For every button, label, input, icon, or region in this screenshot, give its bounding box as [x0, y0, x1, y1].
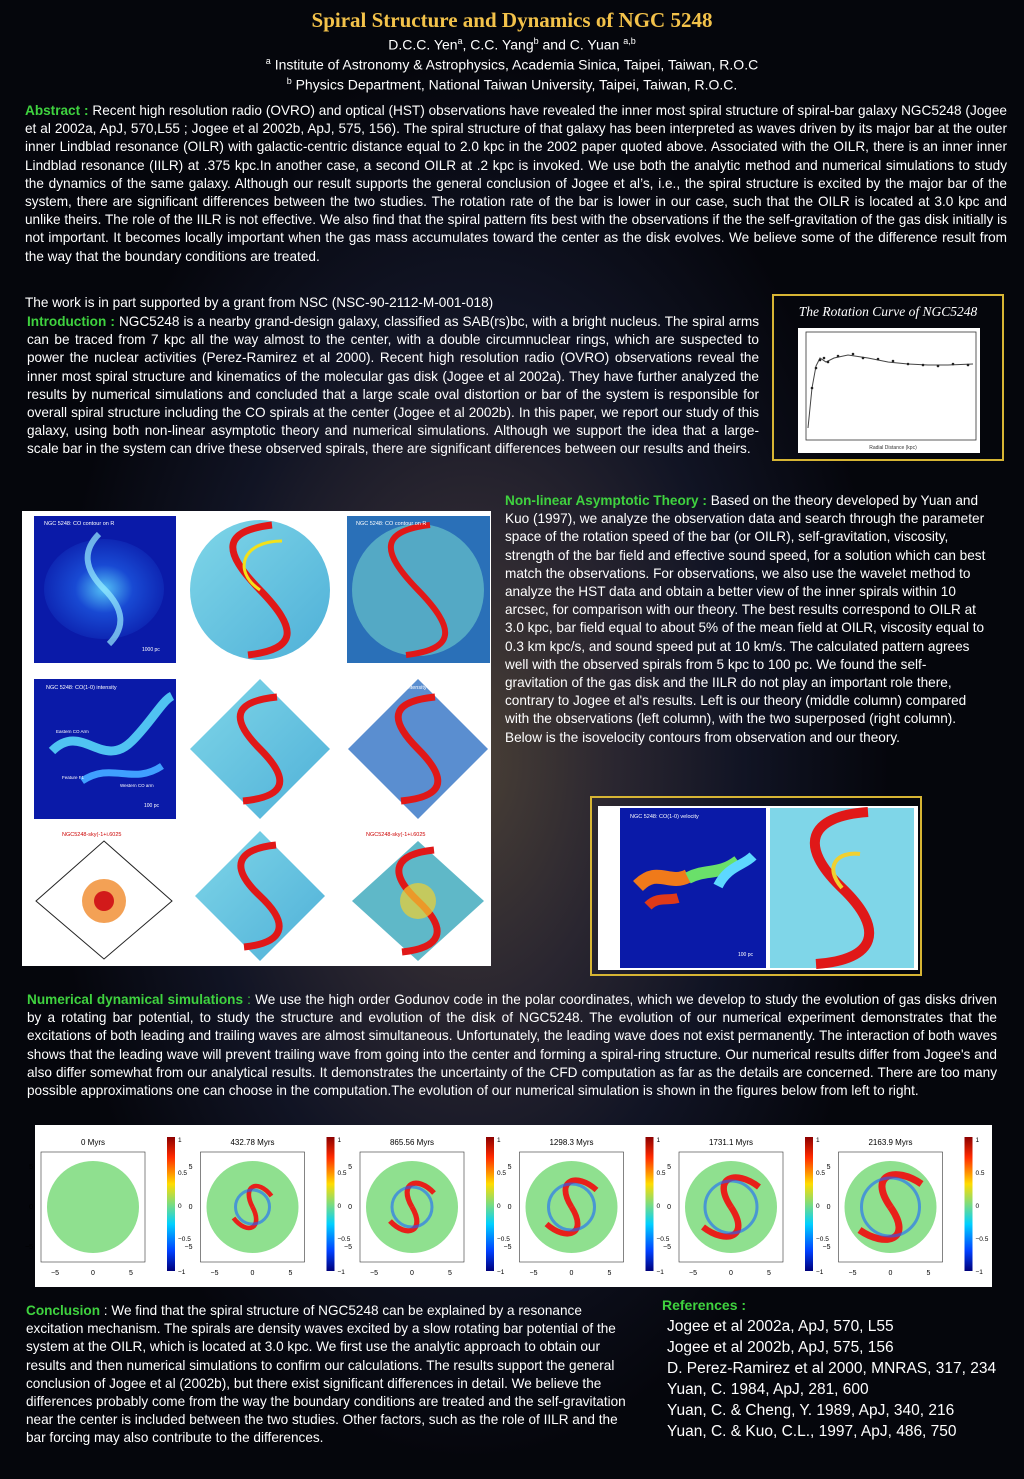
rotation-curve-point: [967, 364, 970, 367]
scale-label-r2: 100 pc: [144, 803, 160, 809]
rotation-curve-point: [811, 387, 814, 390]
rotation-curve-point: [877, 358, 880, 361]
sim-ytick: 5: [348, 1164, 352, 1171]
fig-label-r2c1: NGC 5248: CO(1-0) intensity: [46, 685, 117, 691]
sim-colorbar-tick: 0: [178, 1203, 182, 1210]
sim-xtick: 0: [888, 1270, 893, 1277]
sim-ytick: 5: [507, 1164, 512, 1171]
sim-ytick: −5: [184, 1244, 193, 1251]
reference-item: Yuan, C. & Cheng, Y. 1989, ApJ, 340, 216: [667, 1402, 955, 1419]
sim-colorbar-tick: −1: [656, 1269, 664, 1276]
sim-ytick: −5: [503, 1244, 512, 1251]
references-heading: References :: [662, 1297, 747, 1313]
sim-xtick: 5: [448, 1270, 452, 1277]
sim-time-label: 432.78 Myrs: [230, 1138, 275, 1147]
sim-ytick: 0: [667, 1204, 671, 1211]
sim-ytick: −5: [344, 1244, 352, 1251]
conclusion: Conclusion : We find that the spiral structure of NGC5248 can be explained by a resonance excitation mechanism. The spirals are density waves excited by a slow rotating bar potential of the system at the OILR, which is located at 3.0 kpc. We first use the analytic approach to obtain our results and then numerical simulations to confirm our calculations. The results support the general conclusion of Jogee et al (2002b), but there exist significant differences in detail. We believe the differences probably come from the way the boundary conditions are treated and the self-gravitation near the center is included between the two studies. Other factors, such as the role of IILR and the bar forcing may also contribute to the differences.: [26, 1303, 626, 1446]
rotation-curve-plot: [798, 328, 980, 453]
sim-colorbar-tick: −1: [337, 1269, 345, 1276]
fig-label-r1c3: NGC 5248: CO contour on R: [356, 521, 427, 527]
rotation-curve-point: [937, 365, 940, 368]
sim-ytick: 0: [29, 1204, 33, 1211]
sim-colorbar-tick: 0.5: [178, 1170, 188, 1177]
abstract: Abstract : Recent high resolution radio (OVRO) and optical (HST) observations have revealed the inner most spiral structure of spiral-bar galaxy NGC5248 (Jogee et al 2002a, ApJ, 570,L55 ; Jogee et al 2002b, ApJ, 575, 156). The spiral structure of that galaxy has been interpreted as waves driven by its major bar at the outer inner Lindblad resonance (OILR) with galactic-centric distance equal to 2.0 kpc in the 2002 paper quoted above. Associated with the OILR, there is an inner inner Lindblad resonance (IILR) at .375 kpc.In another case, a second OILR at .2 kpc is invoked. We use both the analytic method and numerical simulations to study the dynamics of the same galaxy. Although our result supports the general conclusion of Jogee et al’s, i.e., the spiral structure is excited by the major bar of the system, there are significant differences between the two studies. The rotation rate of the bar is lower in our case, such that the OILR is located at 3.0 kpc and unlike theirs. The role of the IILR is not effective. We also find that the spiral pattern fits best with the observations if the the self-gravitation of the gas disk initially is not important. It becomes locally important when the gas mass accumulates toward the center as the disk evolves. We believe some of the difference result from the way that the boundary conditions are treated.: [25, 103, 1007, 264]
sim-xtick: −5: [529, 1270, 538, 1277]
sim-xtick: −5: [51, 1270, 59, 1277]
sim-colorbar: [486, 1137, 494, 1271]
sim-colorbar: [965, 1137, 973, 1271]
sim-ytick: 0: [348, 1204, 352, 1211]
sim-colorbar-tick: 1: [337, 1137, 342, 1144]
sim-colorbar-tick: 1: [497, 1137, 501, 1144]
nonlinear-theory: Non-linear Asymptotic Theory : Based on the theory developed by Yuan and Kuo (1997), we analyze the observation data and search through the parameter space of the rotation speed of the bar (or OILR), self-gravitation, viscosity, strength of the bar field and effective sound speed, for a solution which can best match the observations. For observations, we also use the wavelet method to analyze the HST data and obtain a better view of the inner spirals within 10 arcsec, for comparison with our theory. The best results correspond to OILR at 3.0 kpc, bar field equal to about 5% of the mean field at OILR, viscosity equal to 0.3 km kpc/s, and sound speed put at 10 km/s. The calculated pattern agrees well with the observed spirals from 5 kpc to 100 pc. We found the self-gravitation of the gas disk and the IILR do not play an important role there, contrary to Jogee et al's results. Left is our theory (middle column) compared with the observations (left column), with the two superposed (right column). Below is the isovelocity contours from observation and our theory.: [505, 493, 986, 745]
sim-xtick: 5: [767, 1270, 771, 1277]
sim-colorbar-tick: −0.5: [337, 1236, 351, 1243]
sim-time-label: 1298.3 Myrs: [549, 1138, 594, 1147]
sim-ytick: 5: [188, 1164, 193, 1171]
fig-label-r3c3: NGC5248-sky(-1+i.6025: [366, 832, 426, 838]
sim-colorbar: [646, 1137, 654, 1271]
sim-colorbar: [805, 1137, 813, 1271]
sim-disk: [47, 1161, 139, 1253]
western-arm-label: Western CO arm: [120, 783, 154, 788]
scale-label-r1: 1000 pc: [142, 647, 160, 653]
sim-time-label: 865.56 Myrs: [389, 1138, 435, 1147]
rotation-curve-point: [819, 359, 822, 362]
velocity-plot: [598, 806, 918, 970]
sim-xtick: 5: [129, 1270, 133, 1277]
rotation-curve-point: [952, 363, 955, 366]
sim-colorbar-tick: 0: [497, 1203, 501, 1210]
sim-colorbar-tick: −1: [816, 1269, 824, 1276]
reference-item: Yuan, C. & Kuo, C.L., 1997, ApJ, 486, 750: [667, 1423, 957, 1440]
sim-panel: [344, 1137, 510, 1277]
sim-panel: [504, 1137, 670, 1277]
sim-ytick: 5: [667, 1164, 671, 1171]
sim-panel: [823, 1137, 989, 1277]
sim-ytick: 0: [507, 1204, 512, 1211]
sim-colorbar-tick: −0.5: [178, 1236, 191, 1243]
rotation-curve-xlabel: Radial Distance (kpc): [869, 445, 917, 451]
rotation-curve-point: [823, 357, 826, 360]
references: [662, 1297, 1007, 1442]
sim-ytick: −5: [663, 1244, 671, 1251]
simulation-strip: [25, 1125, 992, 1287]
sim-xtick: 0: [410, 1270, 414, 1277]
fig-label-r3c1: NGC5248-sky(-1+i.6025: [62, 832, 122, 838]
rotation-curve-frame: [772, 294, 1004, 461]
rotation-curve-point: [907, 363, 910, 366]
velocity-svg: [598, 806, 918, 970]
sim-colorbar-tick: 0.5: [816, 1170, 826, 1177]
rotation-curve-point: [862, 357, 865, 360]
velocity-label: NGC 5248: CO(1-0) velocity: [630, 814, 699, 820]
sim-colorbar: [167, 1137, 175, 1271]
rotation-curve-point: [922, 364, 925, 367]
sim-time-label: 1731.1 Myrs: [708, 1138, 754, 1147]
sim-colorbar-tick: −0.5: [975, 1236, 989, 1243]
sim-colorbar-tick: 0.5: [337, 1170, 347, 1177]
rotation-curve-point: [892, 360, 895, 363]
sim-colorbar: [327, 1137, 335, 1271]
sim-colorbar-tick: 1: [178, 1137, 182, 1144]
rotation-curve-point: [837, 355, 840, 358]
sim-ytick: 5: [826, 1164, 831, 1171]
rotation-curve-point: [827, 361, 830, 364]
sim-panel: [185, 1137, 351, 1277]
authors: D.C.C. Yen$^a$, C.C. Yang$^b$ and C. Yuan $^{a,b}$: [388, 36, 636, 53]
sim-colorbar-tick: 0.5: [656, 1170, 666, 1177]
sim-ytick: −5: [822, 1244, 831, 1251]
sim-panel: [25, 1137, 191, 1277]
sim-xtick: 5: [607, 1270, 612, 1277]
sim-xtick: 5: [288, 1270, 293, 1277]
fig-label-r2c3: NGC 5248: CO(1-0) intensity: [356, 685, 427, 691]
sim-xtick: −5: [848, 1270, 857, 1277]
references-list: [662, 1316, 1007, 1442]
sim-colorbar-tick: −1: [178, 1269, 186, 1276]
sim-colorbar-tick: 1: [975, 1137, 980, 1144]
sim-time-label: 0 Myrs: [81, 1138, 105, 1147]
sim-colorbar-tick: 1: [816, 1137, 820, 1144]
reference-item: Jogee et al 2002b, ApJ, 575, 156: [667, 1339, 894, 1356]
figure-grid-svg: [22, 511, 491, 966]
sim-colorbar-tick: −1: [497, 1269, 505, 1276]
sim-panel: [663, 1137, 829, 1277]
sim-colorbar-tick: −1: [975, 1269, 983, 1276]
rotation-curve-caption: The Rotation Curve of NGC5248: [798, 304, 978, 319]
affiliation-a: $^a$ Institute of Astronomy & Astrophysics, Academia Sinica, Taipei, Taiwan, R.O.C: [265, 56, 759, 73]
sim-ytick: 5: [29, 1164, 33, 1171]
sim-colorbar-tick: 1: [656, 1137, 661, 1144]
velocity-frame: [590, 796, 922, 976]
sim-xtick: −5: [210, 1270, 219, 1277]
fig-label-r1c1: NGC 5248: CO contour on R: [44, 521, 115, 527]
sim-colorbar-tick: −0.5: [656, 1236, 670, 1243]
sim-xtick: 0: [569, 1270, 574, 1277]
sim-xtick: 5: [926, 1270, 931, 1277]
simulation-svg: [25, 1125, 992, 1287]
rotation-curve-svg: [798, 328, 980, 453]
feature-label: Feature F1: [62, 775, 85, 780]
reference-item: Jogee et al 2002a, ApJ, 570, L55: [667, 1318, 894, 1335]
sim-xtick: 0: [729, 1270, 733, 1277]
reference-item: D. Perez-Ramirez et al 2000, MNRAS, 317, 234: [667, 1360, 997, 1377]
sim-xtick: 0: [91, 1270, 95, 1277]
sim-colorbar-tick: 0: [337, 1203, 342, 1210]
numerical-simulations: Numerical dynamical simulations : We use the high order Godunov code in the polar coordinates, which we develop to study the evolution of gas disks driven by a rotating bar potential, to study the structure and evolution of the disk of NGC5248. The evolution of our numerical experiment demonstrates that the excitations of both leading and trailing waves are almost simultaneous. Unfortunately, the leading wave does not exist permanently. The interaction of both waves shows that the leading wave will prevent trailing wave from going into the center and forming a spiral-ring structure. Our numerical results differ from Jogee's and also differ somewhat from our analytical results. It demonstrates the uncertainty of the CFD computation as far as the details are concerned. There are too many possible approximations one can choose in the computation.The evolution of our numerical simulation is shown in the figures below from left to right.: [27, 992, 997, 1099]
grant-note: The work is in part supported by a grant from NSC (NSC-90-2112-M-001-018): [25, 295, 494, 310]
eastern-arm-label: Eastern CO Arm: [56, 729, 89, 734]
sim-colorbar-tick: 0: [975, 1203, 980, 1210]
sim-ytick: 0: [826, 1204, 831, 1211]
sim-xtick: 0: [250, 1270, 255, 1277]
sim-colorbar-tick: −0.5: [497, 1236, 510, 1243]
sim-xtick: −5: [689, 1270, 697, 1277]
sim-ytick: −5: [25, 1244, 33, 1251]
sim-colorbar-tick: 0.5: [975, 1170, 985, 1177]
sim-time-label: 2163.9 Myrs: [868, 1138, 913, 1147]
sim-ytick: 0: [188, 1204, 193, 1211]
introduction: Introduction : NGC5248 is a nearby grand-design galaxy, classified as SAB(rs)bc, with a bright nucleus. The spiral arms can be traced from 7 kpc all the way almost to the center, with a double circumnuclear rings, which are suspected to power the nuclear activities (Perez-Ramirez et al 2000). Recent high resolution radio (OVRO) observations reveal the inner most spiral structure and kinematics of the molecular gas disk (Jogee et al 2002a). They have further analyzed the results by numerical simulations and concluded that a large scale oval distortion or bar of the system is responsible for overall spiral structure including the CO spirals at the center (Jogee et al 2002b). In this paper, we report our study of this galaxy, using both non-linear asymptotic theory and numerical simulations. Although we support the idea that a large-scale bar in the system can drive these observed spirals, there are significant differences between our results and theirs.: [27, 314, 759, 457]
rotation-curve-point: [852, 353, 855, 356]
rotation-curve-point: [815, 367, 818, 370]
sim-colorbar-tick: −0.5: [816, 1236, 829, 1243]
poster-title: Spiral Structure and Dynamics of NGC 5248: [311, 8, 713, 32]
sim-colorbar-tick: 0: [656, 1203, 661, 1210]
sim-xtick: −5: [370, 1270, 378, 1277]
affiliation-b: $^b$ Physics Department, National Taiwan University, Taipei, Taiwan, R.O.C.: [286, 76, 738, 93]
theory-observation-figure: [22, 511, 491, 966]
sim-colorbar-tick: 0.5: [497, 1170, 507, 1177]
sim-colorbar-tick: 0: [816, 1203, 820, 1210]
velocity-scale: 100 pc: [738, 952, 754, 958]
reference-item: Yuan, C. 1984, ApJ, 281, 600: [667, 1381, 869, 1398]
